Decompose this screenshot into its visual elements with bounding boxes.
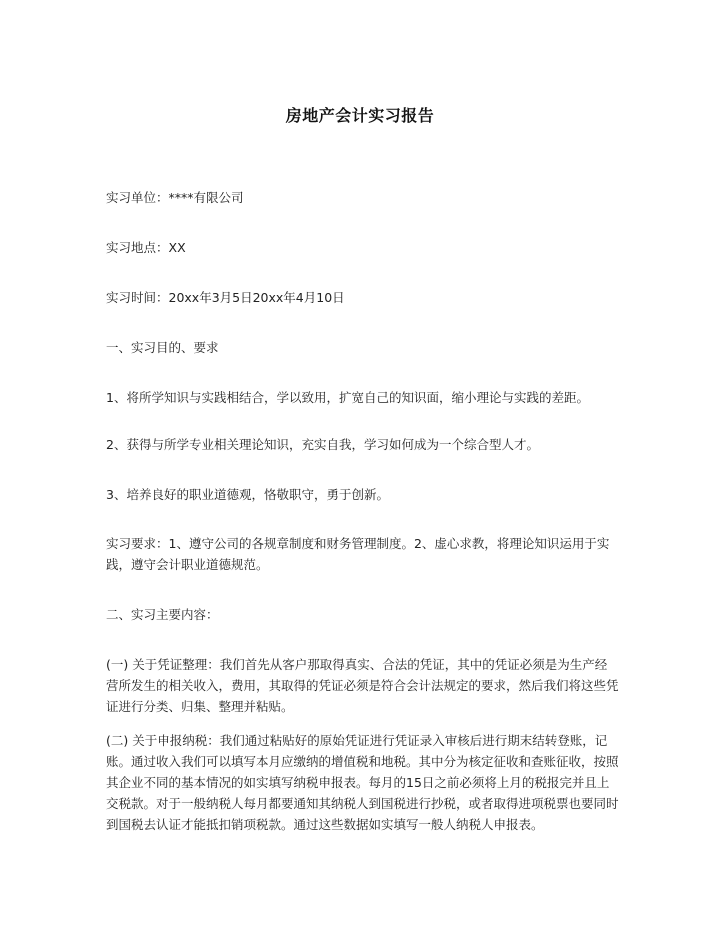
internship-location: 实习地点：XX [106,240,186,255]
objective-item-2: 2、获得与所学专业相关理论知识，充实自我，学习如何成为一个综合型人才。 [106,437,539,452]
requirements-line: 实习要求：1、遵守公司的各规章制度和财务管理制度。2、虚心求教，将理论知识运用于实 [106,536,610,551]
requirements-paragraph [106,533,616,575]
internship-unit: 实习单位：****有限公司 [106,190,244,205]
requirements-line: 践，遵守会计职业道德规范。 [106,557,269,572]
tax-filing-paragraph [106,730,619,835]
tax-filing-line: 到国税去认证才能抵扣销项税款。通过这些数据如实填写一般人纳税人申报表。 [106,817,544,832]
tax-filing-line: (二) 关于申报纳税：我们通过粘贴好的原始凭证进行凭证录入审核后进行期末结转登账，记 [106,733,608,748]
tax-filing-line: 账。通过收入我们可以填写本月应缴纳的增值税和地税。其中分为核定征收和查账征收，按照 [106,754,619,769]
objective-item-3: 3、培养良好的职业道德观，恪敬职守，勇于创新。 [106,487,389,502]
document-title: 房地产会计实习报告 [285,106,435,125]
tax-filing-line: 其企业不同的基本情况的如实填写纳税申报表。每月的15日之前必须将上月的税报完并且上 [106,775,610,790]
section2-heading: 二、实习主要内容： [106,607,219,622]
voucher-line: (一) 关于凭证整理：我们首先从客户那取得真实、合法的凭证，其中的凭证必须是为生产经 [106,657,608,672]
section1-heading: 一、实习目的、要求 [106,340,219,355]
voucher-line: 证进行分类、归集、整理并粘贴。 [106,699,294,714]
tax-filing-line: 交税款。对于一般纳税人每月都要通知其纳税人到国税进行抄税，或者取得进项税票也要同时 [106,796,619,811]
internship-time: 实习时间：20xx年3月5日20xx年4月10日 [106,290,345,305]
voucher-line: 营所发生的相关收入，费用，其取得的凭证必须是符合会计法规定的要求，然后我们将这些凭 [106,678,619,693]
voucher-paragraph [106,654,619,717]
objective-item-1: 1、将所学知识与实践相结合，学以致用，扩宽自己的知识面，缩小理论与实践的差距。 [106,390,589,405]
